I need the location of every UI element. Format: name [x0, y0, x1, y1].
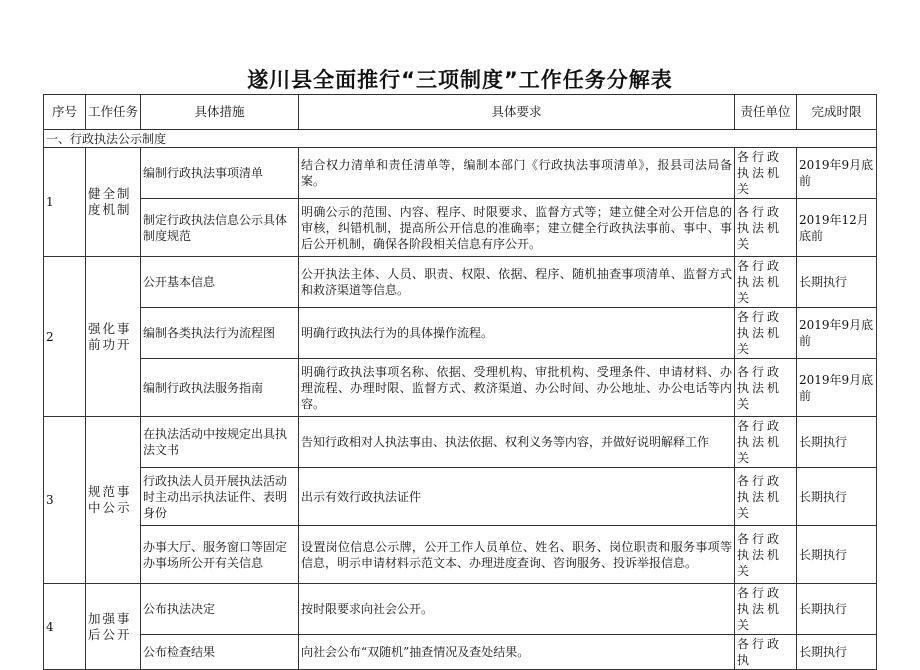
table-row: [44, 308, 877, 359]
row-unit: 各行政执法机关: [735, 257, 797, 308]
row-unit: 各行政执法机关: [735, 359, 797, 417]
row-task: 健全制度机制: [86, 148, 141, 257]
row-deadline: 长期执行: [797, 468, 877, 526]
header-measure: 具体措施: [141, 95, 299, 130]
row-unit: 各行政执: [735, 635, 797, 670]
row-measure: 编制行政执法事项清单: [141, 148, 299, 199]
row-deadline: 2019年9月底前: [797, 148, 877, 199]
row-unit: 各行政执法机关: [735, 199, 797, 257]
row-unit: 各行政执法机关: [735, 468, 797, 526]
row-requirement: 明确行政执法事项名称、依据、受理机构、审批机构、受理条件、申请材料、办理流程、办理时限、监督方式、救济渠道、办公时间、办公地址、办公电话等内容。: [299, 359, 735, 417]
row-task: 加强事后公开: [86, 584, 141, 670]
row-deadline: 2019年9月底前: [797, 359, 877, 417]
row-unit: 各行政执法机关: [735, 417, 797, 468]
task-table: [43, 94, 877, 670]
row-requirement: 明确行政执法行为的具体操作流程。: [299, 308, 735, 359]
section-row: [44, 130, 877, 148]
header-no: 序号: [44, 95, 86, 130]
row-measure: 公布检查结果: [141, 635, 299, 670]
row-deadline: 长期执行: [797, 526, 877, 584]
row-task: 规范事中公示: [86, 417, 141, 584]
row-requirement: 出示有效行政执法证件: [299, 468, 735, 526]
row-measure: 编制各类执法行为流程图: [141, 308, 299, 359]
table-row: [44, 257, 877, 308]
row-deadline: 2019年12月底前: [797, 199, 877, 257]
header-requirement: 具体要求: [299, 95, 735, 130]
row-requirement: 设置岗位信息公示牌，公开工作人员单位、姓名、职务、岗位职责和服务事项等信息，明示申请材料示范文本、办理进度查询、咨询服务、投诉举报信息。: [299, 526, 735, 584]
row-no: 3: [44, 417, 86, 584]
row-requirement: 按时限要求向社会公开。: [299, 584, 735, 635]
row-unit: 各行政执法机关: [735, 308, 797, 359]
row-measure: 行政执法人员开展执法活动时主动出示执法证件、表明身份: [141, 468, 299, 526]
header-task: 工作任务: [86, 95, 141, 130]
row-deadline: 长期执行: [797, 257, 877, 308]
row-requirement: 向社会公布“双随机”抽查情况及查处结果。: [299, 635, 735, 670]
row-measure: 公布执法决定: [141, 584, 299, 635]
table-row: [44, 635, 877, 670]
row-deadline: 长期执行: [797, 584, 877, 635]
table-row: [44, 526, 877, 584]
row-no: 4: [44, 584, 86, 670]
page-title: 遂川县全面推行“三项制度”工作任务分解表: [247, 68, 673, 92]
row-no: 2: [44, 257, 86, 417]
row-measure: 办事大厅、服务窗口等固定办事场所公开有关信息: [141, 526, 299, 584]
row-task: 强化事前功开: [86, 257, 141, 417]
row-no: 1: [44, 148, 86, 257]
row-deadline: 长期执行: [797, 417, 877, 468]
header-deadline: 完成时限: [797, 95, 877, 130]
row-measure: 在执法活动中按规定出具执法文书: [141, 417, 299, 468]
table-row: [44, 199, 877, 257]
header-unit: 责任单位: [735, 95, 797, 130]
row-deadline: 长期执行: [797, 635, 877, 670]
row-unit: 各行政执法机关: [735, 584, 797, 635]
table-row: [44, 468, 877, 526]
table-row: [44, 148, 877, 199]
row-measure: 编制行政执法服务指南: [141, 359, 299, 417]
row-measure: 制定行政执法信息公示具体制度规范: [141, 199, 299, 257]
row-requirement: 明确公示的范围、内容、程序、时限要求、监督方式等；建立健全对公开信息的审核，纠错机制，提高所公开信息的准确率；建立健全行政执法事前、事中、事后公开机制，确保各阶段相关信息有序公开。: [299, 199, 735, 257]
row-requirement: 公开执法主体、人员、职责、权限、依据、程序、随机抽查事项清单、监督方式和救济渠道等信息。: [299, 257, 735, 308]
row-requirement: 告知行政相对人执法事由、执法依据、权利义务等内容，并做好说明解释工作: [299, 417, 735, 468]
row-deadline: 2019年9月底前: [797, 308, 877, 359]
table-row: [44, 417, 877, 468]
table-row: [44, 584, 877, 635]
table-row: [44, 359, 877, 417]
row-requirement: 结合权力清单和责任清单等，编制本部门《行政执法事项清单》，报县司法局备案。: [299, 148, 735, 199]
row-unit: 各行政执法机关: [735, 148, 797, 199]
header-row: [44, 95, 877, 130]
row-unit: 各行政执法机关: [735, 526, 797, 584]
row-measure: 公开基本信息: [141, 257, 299, 308]
section-title: 一、行政执法公示制度: [44, 130, 877, 148]
